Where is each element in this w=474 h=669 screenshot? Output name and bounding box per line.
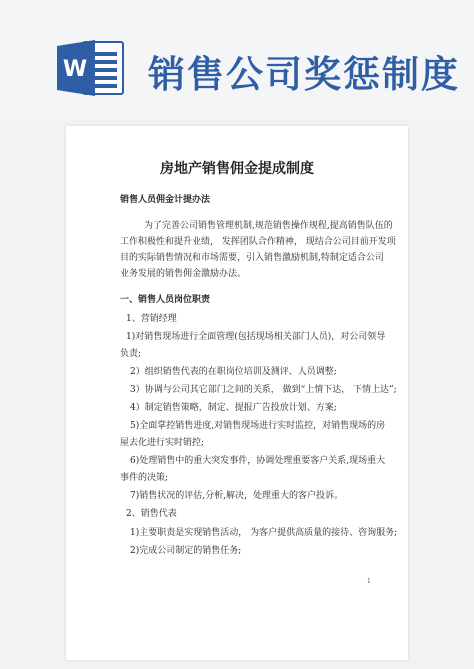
banner bbox=[0, 0, 474, 120]
subsection-heading: 1、营销经理 bbox=[126, 314, 177, 324]
list-item: 3）协调与公司其它部门之间的关系， 做到“上情下达， 下情上达”; bbox=[130, 385, 397, 395]
paragraph-line: 业务发展的销售佣金激励办法。 bbox=[120, 269, 247, 279]
page-number: 1 bbox=[367, 578, 371, 585]
svg-text:W: W bbox=[62, 57, 88, 82]
banner-title: 销售公司奖惩制度 bbox=[148, 53, 460, 96]
list-item: 2）组织销售代表的在职岗位培训及测评、人员调整; bbox=[130, 367, 337, 377]
list-item: 7)销售状况的评估,分析,解决，处理重大的客户投诉。 bbox=[130, 491, 343, 501]
document-page bbox=[66, 126, 408, 660]
list-item: 事件的决策; bbox=[120, 473, 169, 483]
list-item: 屋去化进行实时销控; bbox=[120, 438, 205, 448]
paragraph-line: 目的实际销售情况和市场需要，引入销售激励机制,特制定适合公司 bbox=[120, 253, 384, 263]
section-subtitle: 销售人员佣金计提办法 bbox=[120, 195, 211, 205]
list-item: 负责; bbox=[120, 349, 142, 359]
list-item: 1)主要职责是实现销售活动， 为客户提供高质量的接待、咨询服务; bbox=[130, 528, 398, 538]
list-item: 6)处理销售中的重大突发事件，协调处理重要客户关系,现场重大 bbox=[130, 456, 386, 466]
subsection-heading: 2、销售代表 bbox=[126, 509, 177, 519]
list-item: 1)对销售现场进行全面管理(包括现场相关部门人员)，对公司领导 bbox=[126, 332, 386, 342]
list-item: 4）制定销售策略，制定、提报广告投放计划、方案; bbox=[130, 403, 337, 413]
document-title: 房地产销售佣金提成制度 bbox=[160, 161, 314, 177]
word-document-icon bbox=[57, 38, 129, 98]
section-heading: 一、销售人员岗位职责 bbox=[120, 295, 211, 305]
list-item: 2)完成公司制定的销售任务; bbox=[130, 546, 242, 556]
list-item: 5)全面掌控销售进度,对销售现场进行实时监控，对销售现场的房 bbox=[130, 421, 386, 431]
paragraph-line: 工作积极性和提升业绩， 发挥团队合作精神， 现结合公司目前开发项 bbox=[120, 237, 396, 247]
paragraph-line: 为了完善公司销售管理机制,规范销售操作规程,提高销售队伍的 bbox=[144, 221, 393, 231]
